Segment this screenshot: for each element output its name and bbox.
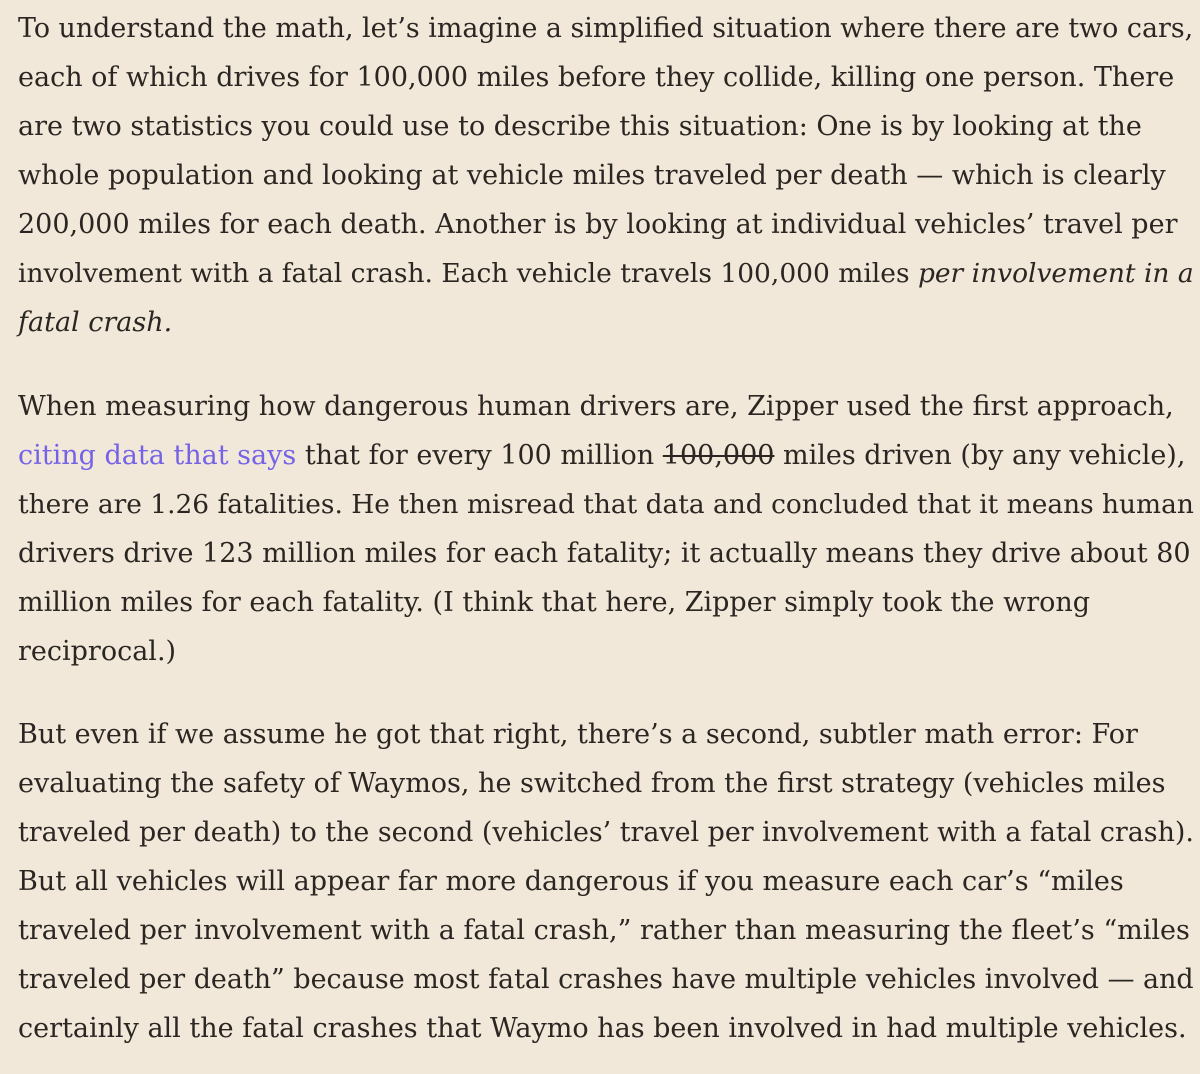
text-line: drivers drive 123 million miles for each fatality; it actually means they drive about 80 <box>18 538 1191 569</box>
text-line <box>18 437 1185 475</box>
text-run: miles driven (by any vehicle), <box>774 440 1186 471</box>
text-line: are two statistics you could use to describe this situation: One is by looking at the <box>18 111 1142 142</box>
text-line: whole population and looking at vehicle miles traveled per death — which is clearly <box>18 160 1166 191</box>
text-line: But all vehicles will appear far more dangerous if you measure each car’s “miles <box>18 866 1124 897</box>
text-line: traveled per involvement with a fatal crash,” rather than measuring the fleet’s “miles <box>18 915 1190 946</box>
text-line: traveled per death) to the second (vehicles’ travel per involvement with a fatal crash). <box>18 817 1194 848</box>
text-line <box>18 255 1194 293</box>
text-line: evaluating the safety of Waymos, he switched from the first strategy (vehicles miles <box>18 768 1166 799</box>
emphasis-text: fatal crash. <box>18 307 173 338</box>
text-line: reciprocal.) <box>18 636 177 667</box>
citing-data-link[interactable]: citing data that says <box>18 440 297 471</box>
text-line: 200,000 miles for each death. Another is by looking at individual vehicles’ travel per <box>18 209 1178 240</box>
text-line: But even if we assume he got that right, there’s a second, subtler math error: For <box>18 719 1138 750</box>
text-run: involvement with a fatal crash. Each vehicle travels 100,000 miles <box>18 258 918 289</box>
text-run: that for every 100 million <box>296 440 663 471</box>
struck-through-text: 100,000 <box>662 440 775 471</box>
emphasis-text: per involvement in a <box>917 258 1194 289</box>
text-line: traveled per death” because most fatal crashes have multiple vehicles involved — and <box>18 964 1194 995</box>
text-line: When measuring how dangerous human drivers are, Zipper used the first approach, <box>18 391 1174 422</box>
text-line: there are 1.26 fatalities. He then misread that data and concluded that it means human <box>18 489 1194 520</box>
text-line: To understand the math, let’s imagine a simplified situation where there are two cars, <box>18 13 1194 44</box>
text-line: million miles for each fatality. (I think that here, Zipper simply took the wrong <box>18 587 1091 618</box>
text-line: each of which drives for 100,000 miles before they collide, killing one person. There <box>18 62 1175 93</box>
text-line: certainly all the fatal crashes that Waymo has been involved in had multiple vehicles. <box>18 1013 1187 1044</box>
